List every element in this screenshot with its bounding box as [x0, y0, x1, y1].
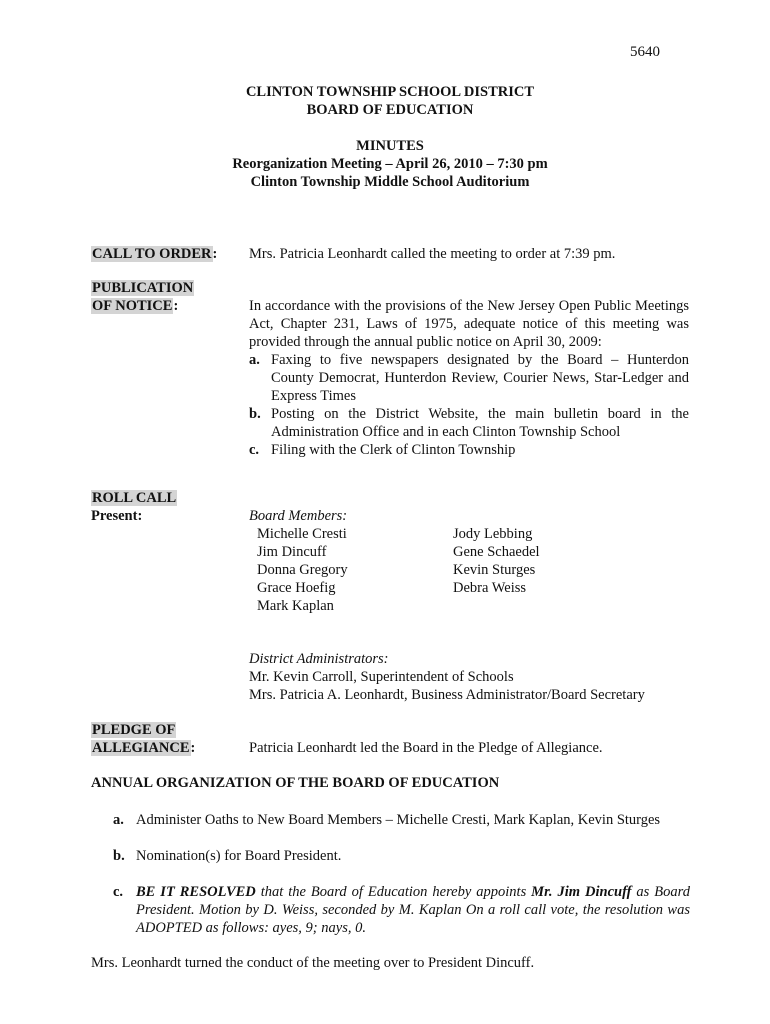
- agenda-item-b: [113, 847, 690, 865]
- administrator: Mrs. Patricia A. Leonhardt, Business Administrator/Board Secretary: [249, 687, 645, 703]
- agenda-item-text: Administer Oaths to New Board Members – Michelle Cresti, Mark Kaplan, Kevin Sturges: [136, 812, 661, 828]
- board-member: Michelle Cresti: [257, 526, 347, 542]
- publication-item-text: Posting on the District Website, the main bulletin board in the Administration Office and in each Clinton Township School: [271, 406, 689, 440]
- pledge-label-line1: PLEDGE OF: [92, 722, 176, 738]
- board-member: Kevin Sturges: [453, 562, 536, 578]
- board-member: Mark Kaplan: [257, 598, 334, 614]
- pledge-text: Patricia Leonhardt led the Board in the Pledge of Allegiance.: [249, 740, 603, 756]
- call-to-order-colon: :: [212, 246, 218, 262]
- publication-item: [249, 441, 689, 459]
- publication-label: [91, 279, 194, 315]
- minutes-title: MINUTES: [356, 138, 424, 154]
- board-member: Grace Hoefig: [257, 580, 336, 596]
- district-title: CLINTON TOWNSHIP SCHOOL DISTRICT: [245, 84, 535, 100]
- call-to-order-text: Mrs. Patricia Leonhardt called the meeting to order at 7:39 pm.: [249, 246, 616, 262]
- board-member: Donna Gregory: [257, 562, 348, 578]
- roll-call-label: [91, 489, 177, 525]
- roll-call-label-text: ROLL CALL: [92, 490, 177, 506]
- pledge-label-line2: ALLEGIANCE: [92, 740, 190, 756]
- board-members-heading: Board Members:: [249, 508, 348, 524]
- agenda-item-text: Nomination(s) for Board President.: [136, 848, 342, 864]
- publication-item-marker: a.: [249, 352, 260, 368]
- administrators-heading: District Administrators:: [249, 651, 389, 667]
- meeting-subtitle: Reorganization Meeting – April 26, 2010 – 7:30 pm: [232, 156, 548, 172]
- publication-label-line1: PUBLICATION: [92, 280, 194, 296]
- annual-org-heading: ANNUAL ORGANIZATION OF THE BOARD OF EDUCATION: [91, 775, 500, 791]
- resolution-part2: as Board President. Motion by D. Weiss, seconded by M. Kaplan On a roll call vote, the resolution was ADOPTED as follows: ayes, 9; nays, 0.: [136, 884, 690, 936]
- publication-item-text: Filing with the Clerk of Clinton Township: [271, 442, 516, 458]
- publication-item-marker: c.: [249, 442, 260, 458]
- location-subtitle: Clinton Township Middle School Auditorium: [250, 174, 530, 190]
- agenda-item-a: [113, 811, 690, 829]
- publication-text: In accordance with the provisions of the New Jersey Open Public Meetings Act, Chapter 231, Laws of 1975, adequate notice of this meeting was provided through the annual public notice on April 30, 2009:: [249, 298, 689, 350]
- pledge-colon: :: [190, 740, 196, 756]
- call-to-order-label: [91, 245, 217, 263]
- pledge-label: [91, 721, 195, 757]
- board-member: Jody Lebbing: [453, 526, 533, 542]
- agenda-item-c: [113, 883, 690, 937]
- call-to-order-label-text: CALL TO ORDER: [92, 246, 212, 262]
- resolution-text: [136, 883, 690, 937]
- present-label: Present:: [91, 508, 143, 524]
- publication-item: [249, 405, 689, 441]
- administrator: Mr. Kevin Carroll, Superintendent of Schools: [249, 669, 514, 685]
- publication-item: [249, 351, 689, 405]
- publication-colon: :: [173, 298, 179, 314]
- agenda-item-marker: c.: [113, 884, 124, 900]
- resolution-part1: that the Board of Education hereby appoints: [255, 884, 532, 900]
- publication-item-text: Faxing to five newspapers designated by the Board – Hunterdon County Democrat, Hunterdon Review, Courier News, Star-Ledger and Express Times: [271, 352, 689, 404]
- publication-section: [249, 297, 689, 459]
- board-title: BOARD OF EDUCATION: [306, 102, 474, 118]
- be-it-resolved: BE IT RESOLVED: [136, 884, 256, 900]
- agenda-item-marker: a.: [113, 812, 124, 828]
- publication-item-marker: b.: [249, 406, 261, 422]
- board-member: Debra Weiss: [453, 580, 527, 596]
- appointee-name: Mr. Jim Dincuff: [531, 884, 632, 900]
- publication-label-line2: OF NOTICE: [92, 298, 173, 314]
- closing-text: Mrs. Leonhardt turned the conduct of the meeting over to President Dincuff.: [91, 955, 535, 971]
- board-member: Jim Dincuff: [257, 544, 327, 560]
- board-member: Gene Schaedel: [453, 544, 540, 560]
- agenda-item-marker: b.: [113, 848, 125, 864]
- page-number: 5640: [630, 44, 660, 60]
